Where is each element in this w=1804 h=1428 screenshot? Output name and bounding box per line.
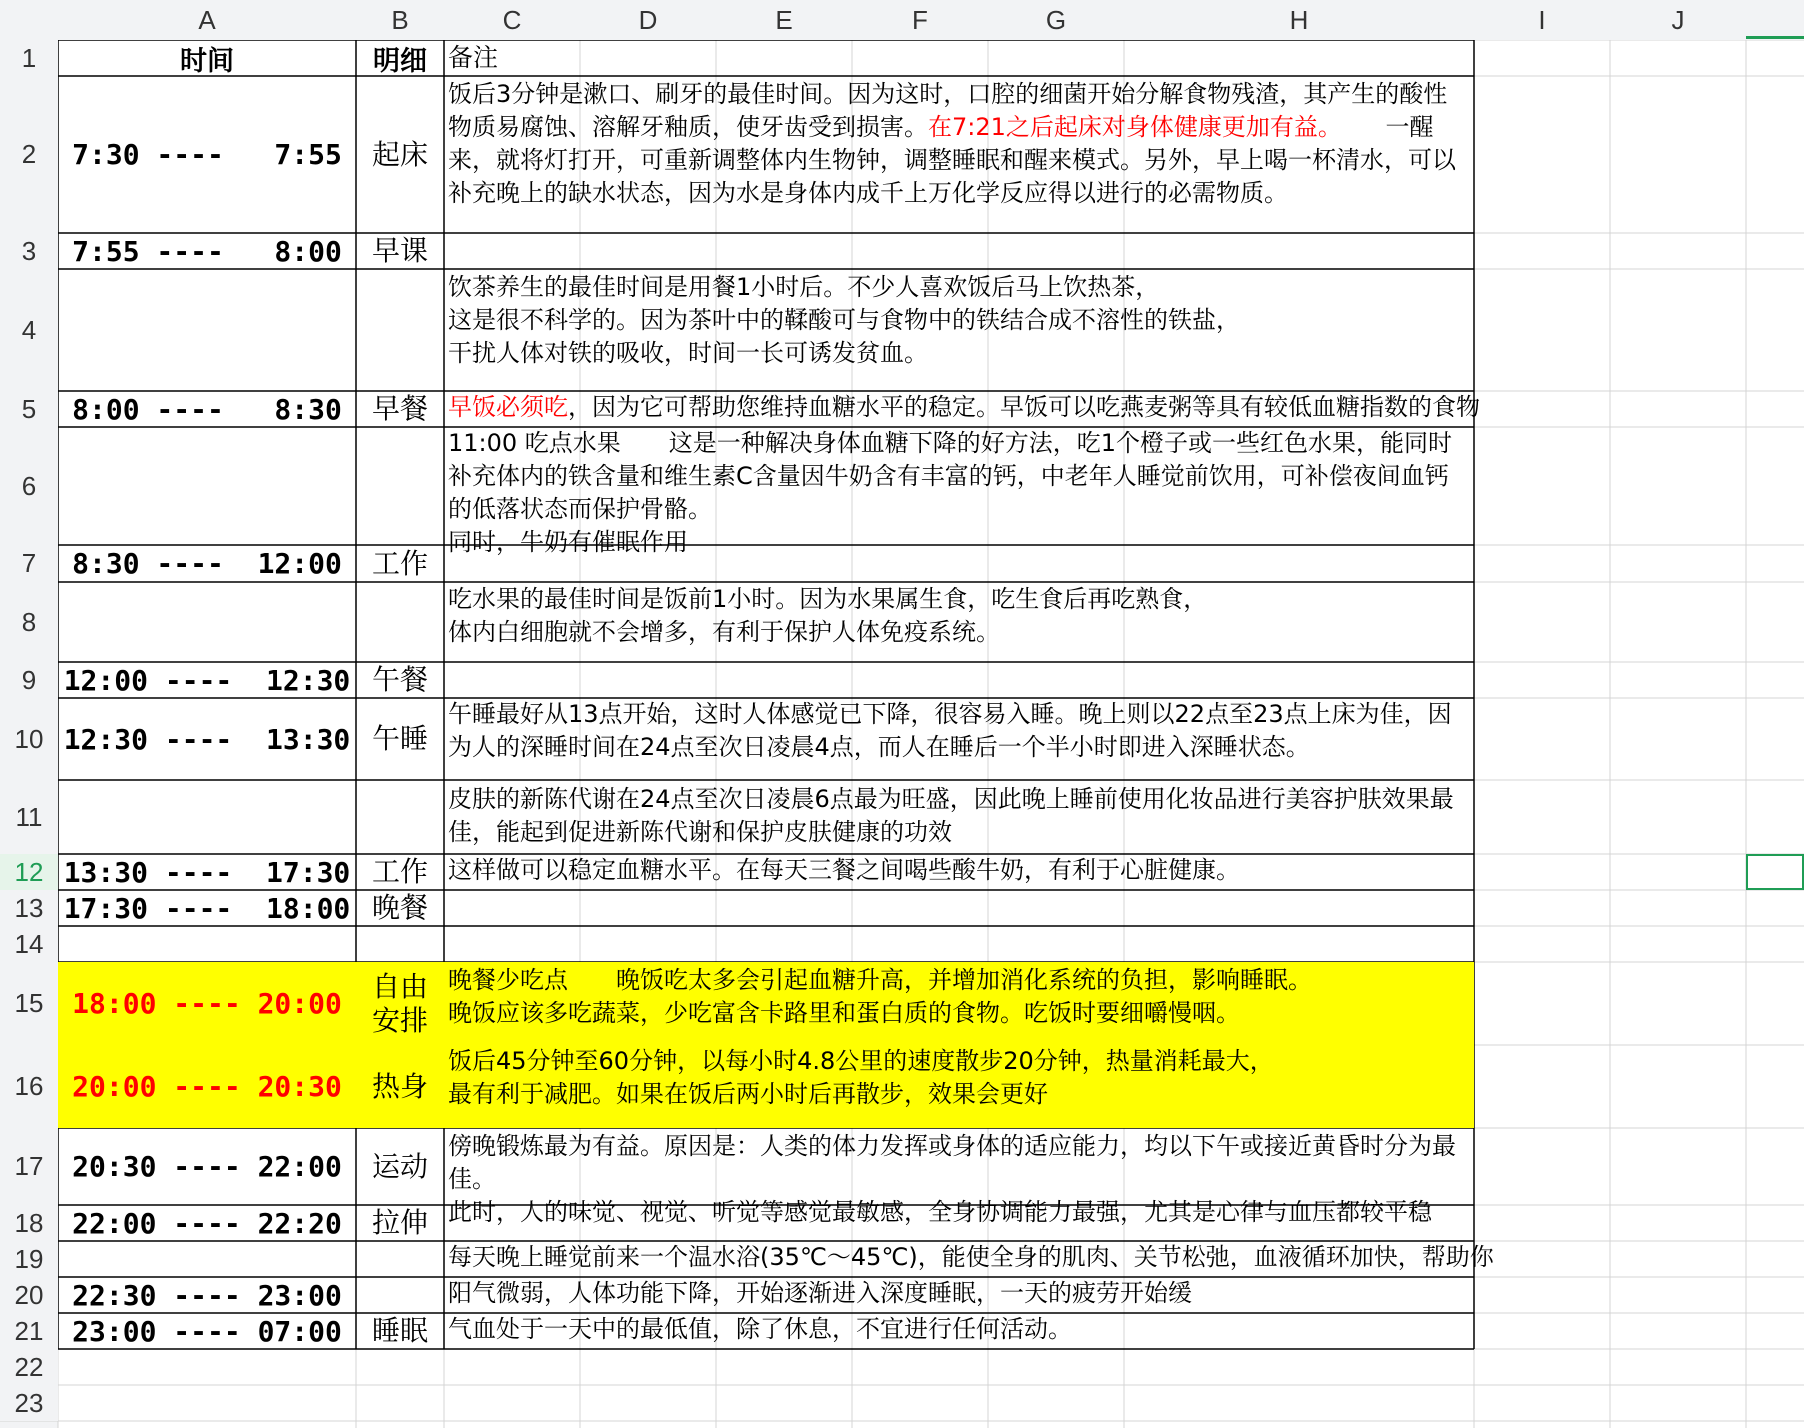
detail-cell[interactable]: 运动 bbox=[371, 1149, 428, 1183]
note-text: 午睡最好从13点开始，这时人体感觉已下降，很容易入睡。晚上则以22点至23点上床为佳，因为人的深睡时间在24点至次日凌晨4点，而人在睡后一个半小时即进入深睡状态。 bbox=[448, 700, 1452, 761]
note-text: 傍晚锻炼最为有益。原因是：人类的体力发挥或身体的适应能力，均以下午或接近黄昏时分为最佳。 bbox=[448, 1132, 1456, 1193]
row-header-1[interactable]: 1 bbox=[0, 40, 58, 76]
row-header-20[interactable]: 20 bbox=[0, 1277, 58, 1313]
note-cell-row-19[interactable] bbox=[444, 1241, 1494, 1277]
note-text-cut: 此时，人的味觉、视觉、听觉等感觉最敏感，全身协调能力最强，尤其是心律与血压都较平稳 bbox=[448, 1198, 1432, 1226]
note-text: ，因为它可帮助您维持血糖水平的稳定。早饭可以吃燕麦粥等具有较低血糖指数的食物 bbox=[568, 393, 1480, 421]
header-note[interactable]: 备注 bbox=[448, 43, 499, 72]
detail-cell[interactable]: 午睡 bbox=[371, 722, 428, 755]
note-cell-row-4[interactable] bbox=[444, 269, 1474, 391]
row-header-23[interactable]: 23 bbox=[0, 1385, 58, 1421]
note-text: 这样做可以稳定血糖水平。在每天三餐之间喝些酸牛奶，有利于心脏健康。 bbox=[448, 856, 1240, 884]
row-header-4[interactable]: 4 bbox=[0, 269, 58, 391]
detail-cell[interactable]: 午餐 bbox=[371, 663, 428, 696]
row-header-13[interactable]: 13 bbox=[0, 890, 58, 926]
time-cell[interactable]: 13:30 ---- 17:30 bbox=[63, 855, 351, 889]
note-cell-row-10[interactable] bbox=[444, 698, 1474, 780]
header-time[interactable]: 时间 bbox=[180, 45, 234, 77]
row-header-22[interactable]: 22 bbox=[0, 1349, 58, 1385]
note-cell-row-5[interactable] bbox=[444, 391, 1480, 427]
row-header-17[interactable]: 17 bbox=[0, 1128, 58, 1205]
row-header-11[interactable]: 11 bbox=[0, 780, 58, 854]
note-text: 阳气微弱，人体功能下降，开始逐渐进入深度睡眠，一天的疲劳开始缓 bbox=[448, 1279, 1192, 1307]
row-header-8[interactable]: 8 bbox=[0, 582, 58, 662]
time-cell[interactable]: 18:00 ---- 20:00 bbox=[72, 987, 342, 1020]
time-cell[interactable]: 20:30 ---- 22:00 bbox=[72, 1150, 342, 1183]
col-header-i[interactable]: I bbox=[1474, 0, 1610, 40]
detail-cell[interactable]: 晚餐 bbox=[371, 891, 428, 924]
note-line: 吃水果的最佳时间是饭前1小时。因为水果属生食，吃生食后再吃熟食， bbox=[448, 585, 1208, 613]
note-text: 饭后3分钟是漱口、刷牙的最佳时间。因为这时，口腔的细菌开始分解食物残渣，其产生的酸性物质易腐蚀、溶解牙釉质，使牙齿受到损害。 bbox=[448, 80, 1448, 141]
row-header-3[interactable]: 3 bbox=[0, 233, 58, 269]
col-header-g[interactable]: G bbox=[988, 0, 1124, 40]
col-header-d[interactable]: D bbox=[580, 0, 716, 40]
note-red-text: 在7:21之后起床对身体健康更加有益。 bbox=[928, 113, 1330, 141]
detail-cell[interactable]: 拉伸 bbox=[371, 1206, 428, 1239]
note-line: 晚饭应该多吃蔬菜，少吃富含卡路里和蛋白质的食物。吃饭时要细嚼慢咽。 bbox=[448, 999, 1240, 1027]
col-header-j[interactable]: J bbox=[1610, 0, 1746, 40]
detail-cell[interactable]: 早餐 bbox=[371, 392, 428, 425]
note-line: 体内白细胞就不会增多，有利于保护人体免疫系统。 bbox=[448, 618, 1000, 646]
row-header-15[interactable]: 15 bbox=[0, 962, 58, 1045]
header-detail[interactable]: 明细 bbox=[373, 45, 427, 77]
detail-cell[interactable]: 早课 bbox=[371, 234, 428, 267]
time-cell[interactable]: 17:30 ---- 18:00 bbox=[63, 891, 351, 925]
note-text: 皮肤的新陈代谢在24点至次日凌晨6点最为旺盛，因此晚上睡前使用化妆品进行美容护肤效果最佳，能起到促进新陈代谢和保护皮肤健康的功效 bbox=[448, 785, 1454, 846]
time-cell[interactable]: 22:30 ---- 23:00 bbox=[72, 1278, 342, 1312]
col-header-c[interactable]: C bbox=[444, 0, 580, 40]
row-header-9[interactable]: 9 bbox=[0, 662, 58, 698]
time-cell[interactable]: 12:00 ---- 12:30 bbox=[63, 663, 351, 697]
note-text: 一醒来，就将灯打开，可重新调整体内生物钟，调整睡眠和醒来模式。另外，早上喝一杯清水，可以补充晚上的缺水状态，因为水是身体内成千上万化学反应得以进行的必需物质。 bbox=[448, 113, 1456, 207]
select-all-corner[interactable] bbox=[0, 0, 58, 40]
row-header-12[interactable]: 12 bbox=[0, 854, 58, 890]
note-text-cut: 同时，牛奶有催眠作用 bbox=[448, 528, 688, 556]
col-header-b[interactable]: B bbox=[356, 0, 444, 40]
note-line: 最有利于减肥。如果在饭后两小时后再散步，效果会更好 bbox=[448, 1080, 1048, 1108]
time-cell[interactable]: 7:30 ---- 7:55 bbox=[72, 138, 342, 171]
row-header-19[interactable]: 19 bbox=[0, 1241, 58, 1277]
note-line: 这是很不科学的。因为茶叶中的鞣酸可与食物中的铁结合成不溶性的铁盐， bbox=[448, 306, 1240, 334]
note-line: 饭后45分钟至60分钟，以每小时4.8公里的速度散步20分钟，热量消耗最大， bbox=[448, 1047, 1274, 1075]
time-cell[interactable]: 20:00 ---- 20:30 bbox=[72, 1070, 342, 1103]
note-cell-row-6[interactable] bbox=[444, 427, 1474, 556]
time-cell[interactable]: 23:00 ---- 07:00 bbox=[72, 1314, 342, 1348]
note-red-text: 早饭必须吃 bbox=[448, 393, 568, 421]
detail-cell[interactable]: 工作 bbox=[371, 855, 428, 888]
note-text: 11:00 吃点水果 这是一种解决身体血糖下降的好方法，吃1个橙子或一些红色水果，能同时补充体内的铁含量和维生素C含量因牛奶含有丰富的钙，中老年人睡觉前饮用，可补偿夜间血钙的低落状态而保护骨骼。 bbox=[448, 429, 1453, 523]
row-header-18[interactable]: 18 bbox=[0, 1205, 58, 1241]
col-header-h[interactable]: H bbox=[1124, 0, 1474, 40]
col-header-k[interactable] bbox=[1746, 0, 1804, 40]
row-header-2[interactable]: 2 bbox=[0, 76, 58, 233]
time-cell[interactable]: 22:00 ---- 22:20 bbox=[72, 1206, 342, 1240]
detail-cell[interactable]: 起床 bbox=[371, 137, 428, 171]
detail-cell[interactable]: 自由安排 bbox=[371, 969, 428, 1037]
row-header-14[interactable]: 14 bbox=[0, 926, 58, 962]
time-cell[interactable]: 12:30 ---- 13:30 bbox=[63, 722, 351, 756]
detail-cell[interactable]: 热身 bbox=[371, 1069, 428, 1103]
note-cell-row-21[interactable] bbox=[444, 1313, 1474, 1349]
row-header-16[interactable]: 16 bbox=[0, 1045, 58, 1128]
note-cell-row-12[interactable] bbox=[444, 854, 1474, 890]
note-cell-row-11[interactable] bbox=[444, 780, 1474, 854]
time-cell[interactable]: 8:30 ---- 12:00 bbox=[72, 547, 342, 580]
note-line: 晚餐少吃点 晚饭吃太多会引起血糖升高，并增加消化系统的负担，影响睡眠。 bbox=[448, 966, 1312, 994]
row-header-7[interactable]: 7 bbox=[0, 545, 58, 582]
note-line: 干扰人体对铁的吸收，时间一长可诱发贫血。 bbox=[448, 339, 928, 367]
time-cell[interactable]: 8:00 ---- 8:30 bbox=[72, 392, 342, 426]
col-header-e[interactable]: E bbox=[716, 0, 852, 40]
note-cell-row-2[interactable] bbox=[444, 76, 1474, 233]
column-selection-indicator bbox=[1746, 36, 1804, 39]
note-text: 每天晚上睡觉前来一个温水浴(35℃～45℃)，能使全身的肌肉、关节松弛，血液循环加快，帮助你 bbox=[448, 1243, 1494, 1271]
detail-cell[interactable]: 工作 bbox=[371, 546, 428, 580]
time-cell[interactable]: 7:55 ---- 8:00 bbox=[72, 234, 342, 268]
detail-cell[interactable] bbox=[356, 1277, 444, 1313]
col-header-a[interactable]: A bbox=[58, 0, 356, 40]
note-cell-row-20[interactable] bbox=[444, 1277, 1474, 1313]
note-line: 饮茶养生的最佳时间是用餐1小时后。不少人喜欢饭后马上饮热茶， bbox=[448, 273, 1160, 301]
detail-cell[interactable]: 睡眠 bbox=[371, 1314, 428, 1347]
note-cell-row-15[interactable] bbox=[444, 962, 1474, 1045]
note-cell-row-17[interactable] bbox=[444, 1128, 1474, 1226]
row-header-6[interactable]: 6 bbox=[0, 427, 58, 545]
row-header-21[interactable]: 21 bbox=[0, 1313, 58, 1349]
col-header-f[interactable]: F bbox=[852, 0, 988, 40]
row-header-10[interactable]: 10 bbox=[0, 698, 58, 780]
row-header-5[interactable]: 5 bbox=[0, 391, 58, 427]
note-cell-row-16[interactable] bbox=[444, 1045, 1474, 1128]
note-text: 气血处于一天中的最低值，除了休息，不宜进行任何活动。 bbox=[448, 1315, 1072, 1343]
note-cell-row-8[interactable] bbox=[444, 582, 1474, 662]
active-cell-selection[interactable] bbox=[1746, 854, 1804, 890]
